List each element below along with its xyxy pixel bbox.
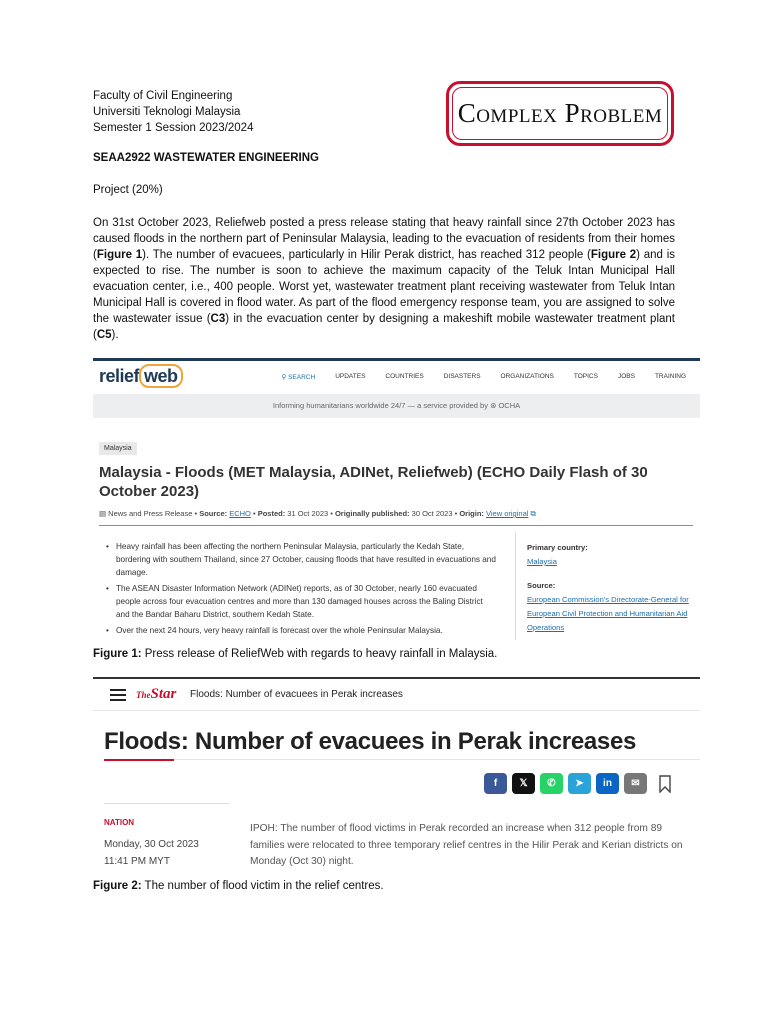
figure-1-reliefweb [93, 358, 700, 648]
intro-fig2-ref: Figure 2 [590, 249, 637, 261]
linkedin-share-icon[interactable]: in [596, 773, 619, 794]
rw-tagline-bar [93, 394, 700, 418]
rw-nav-organizations[interactable]: ORGANIZATIONS [500, 373, 554, 380]
rw-navbar [93, 361, 700, 394]
rw-nav-topics[interactable]: TOPICS [573, 373, 598, 380]
rw-meta-source-label: Source: [199, 509, 228, 518]
rw-tagline: Informing humanitarians worldwide 24/7 — a service provided by [272, 401, 488, 410]
rw-divider [99, 525, 693, 526]
st-logo-star: Star [150, 686, 177, 702]
rw-nav-updates[interactable]: UPDATES [335, 373, 366, 380]
rw-meta-source-link[interactable]: ECHO [229, 509, 251, 518]
intro-paragraph [93, 215, 675, 343]
semester-session: Semester 1 Session 2023/2024 [93, 122, 254, 134]
rw-source-label: Source: [527, 581, 556, 590]
rw-bullet-item: • Heavy rainfall has been affecting the northern Peninsular Malaysia, particularly the Kedah State, bordering with southern Thailand, since 27 October, causing floods that have resulted in evacuations and damage. [106, 540, 496, 579]
st-section-label[interactable]: NATION [104, 818, 135, 827]
rw-bullet-list [106, 540, 496, 640]
rw-sidebar [527, 541, 697, 635]
intro-fig1-ref: Figure 1 [96, 249, 143, 261]
caption1-text: Press release of ReliefWeb with regards to heavy rainfall in Malaysia. [141, 648, 498, 660]
st-headline: Floods: Number of evacuees in Perak increases [104, 728, 637, 755]
rw-logo-web: web [139, 364, 183, 388]
caption2-text: The number of flood victim in the relief centres. [141, 880, 384, 892]
search-icon: ⚲ [281, 374, 289, 381]
rw-ocha: OCHA [498, 401, 521, 410]
rw-nav-training[interactable]: TRAINING [654, 373, 686, 380]
x-share-icon[interactable]: 𝕏 [512, 773, 535, 794]
st-header-bar [93, 679, 700, 711]
rw-meta-posted: 31 Oct 2023 [287, 509, 329, 518]
rw-article-title: Malaysia - Floods (MET Malaysia, ADINet, Reliefweb) (ECHO Daily Flash of 30 October 2023) [99, 464, 648, 500]
rw-meta-type: News and Press Release [108, 509, 193, 518]
project-weight: Project (20%) [93, 184, 163, 196]
intro-text-5: ). [111, 329, 119, 341]
rw-country-tag[interactable]: Malaysia [99, 442, 137, 455]
rw-source-link[interactable]: European Commission's Directorate-General for European Civil Protection and Humanitarian Aid Operations [527, 595, 689, 632]
st-date: Monday, 30 Oct 2023 [104, 839, 199, 850]
rw-logo-main: relief [99, 366, 140, 386]
external-link-icon: ⧉ [530, 509, 536, 518]
email-share-icon[interactable]: ✉ [624, 773, 647, 794]
bookmark-icon[interactable] [658, 775, 672, 793]
st-share-bar [484, 773, 672, 794]
faculty-name: Faculty of Civil Engineering [93, 90, 233, 102]
intro-c5-ref: C5 [96, 329, 112, 341]
facebook-share-icon[interactable]: f [484, 773, 507, 794]
hamburger-menu-icon[interactable] [110, 689, 126, 701]
caption2-label: Figure 2: [93, 880, 142, 892]
figure-2-thestar [93, 677, 700, 877]
intro-text-4: ) in the evacuation center by designing a makeshift mobile wastewater treatment plant ( [93, 313, 675, 341]
st-headline-accent [104, 759, 174, 761]
st-logo-the: The [136, 690, 151, 700]
rw-nav-countries[interactable]: COUNTRIES [385, 373, 424, 380]
rw-nav-disasters[interactable]: DISASTERS [443, 373, 481, 380]
figure-2-caption [93, 880, 384, 892]
rw-article-meta: ▤ News and Press Release • Source: ECHO • Posted: 31 Oct 2023 • Originally published: 30 Oct 2023 • Origin: View original ⧉ [99, 509, 536, 518]
st-bar-title: Floods: Number of evacuees in Perak increases [190, 689, 403, 700]
rw-nav-search[interactable] [282, 373, 316, 381]
university-name: Universiti Teknologi Malaysia [93, 106, 241, 118]
rw-bullet-item: • Over the next 24 hours, very heavy rainfall is forecast over the whole Peninsular Malaysia. [106, 624, 496, 637]
intro-text-3: ) and is expected to rise. The number is soon to achieve the maximum capacity of the Teluk Intan Municipal Hall evacuation center, i.e., 400 people. Worst yet, wastewater treatment plant receiving wastewater from Teluk Intan Municipal Hall is covered in flood water. As part of the flood emergency response team, you are assigned to solve the wastewater issue ( [93, 249, 675, 325]
st-dateline [104, 836, 199, 870]
reliefweb-logo[interactable] [99, 366, 183, 387]
st-article-body: IPOH: The number of flood victims in Perak recorded an increase when 312 people from 89 families were relocated to three temporary relief centres in the Hilir Perak and Kerian districts on Monday (Oct 30) night. [250, 823, 683, 867]
rw-menu [282, 373, 686, 381]
rw-nav-jobs[interactable]: JOBS [617, 373, 635, 380]
intro-text-2: ). The number of evacuees, particularly in Hilir Perak district, has reached 312 people ( [142, 249, 591, 261]
rw-primary-country-label: Primary country: [527, 543, 588, 552]
st-time: 11:41 PM MYT [104, 856, 170, 867]
course-code: SEAA2922 WASTEWATER ENGINEERING [93, 152, 319, 164]
document-icon: ▤ [99, 509, 109, 518]
ocha-logo-icon: ⊛ [490, 401, 499, 410]
rw-meta-orig-label: Originally published: [334, 509, 410, 518]
rw-primary-country-link[interactable]: Malaysia [527, 557, 557, 566]
intro-c3-ref: C3 [210, 313, 226, 325]
intro-text-1: On 31st October 2023, Reliefweb posted a press release stating that heavy rainfall since 27th October 2023 has caused floods in the northern part of Peninsular Malaysia, leading to the evacuation of residents from their homes ( [93, 217, 675, 261]
rw-sidebar-divider [515, 532, 516, 640]
whatsapp-share-icon[interactable]: ✆ [540, 773, 563, 794]
badge-inner-frame [452, 87, 668, 140]
rw-meta-orig: 30 Oct 2023 [411, 509, 453, 518]
complex-problem-badge [446, 81, 674, 146]
rw-bullet-item: • The ASEAN Disaster Information Network (ADINet) reports, as of 30 October, nearly 160 evacuated people across four evacuation centres and more than 130 damaged houses across the Baling District and the Bandar Baharu District, southern Kedah State. [106, 582, 496, 621]
st-headline-rule [104, 759, 700, 760]
thestar-logo[interactable] [136, 686, 176, 703]
caption1-label: Figure 1: [93, 648, 142, 660]
rw-meta-origin-link[interactable]: View original [486, 509, 529, 518]
faculty-header [93, 88, 253, 136]
rw-nav-search-label: SEARCH [288, 374, 316, 381]
telegram-share-icon[interactable]: ➤ [568, 773, 591, 794]
badge-text: Complex Problem [457, 98, 663, 128]
rw-meta-posted-label: Posted: [257, 509, 286, 518]
rw-meta-origin-label: Origin: [459, 509, 484, 518]
figure-1-caption [93, 648, 497, 660]
st-meta-divider [104, 803, 229, 804]
